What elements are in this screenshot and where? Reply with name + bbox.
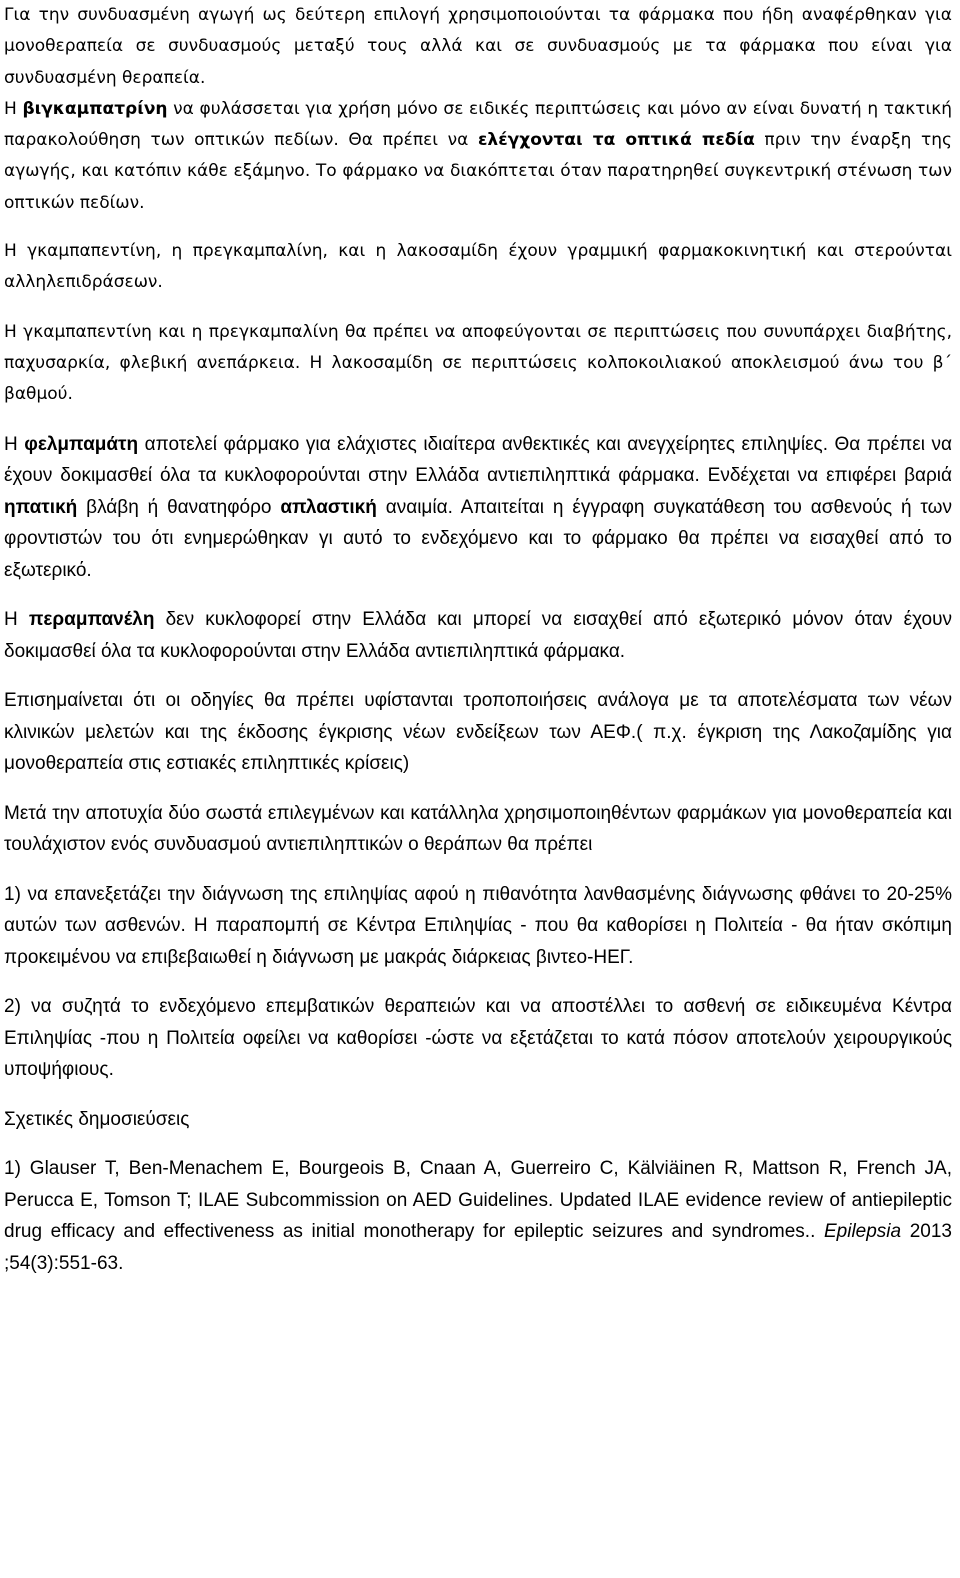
paragraph-item-2-surgical-options [4,991,952,1086]
bold-drug-name: περαμπανέλη [28,609,155,631]
paragraph-text: 1) να επανεξετάζει την διάγνωση της επιληψίας αφού η πιθανότητα λανθασμένης διάγνωσης φθάνει το 20-25% αυτών των ασθενών. Η παραπομπή σε Κέντρα Επιληψίας - που θα καθορίσει η Πολιτεία - θα ήταν σκόπιμη προκειμένου να επιβεβαιωθεί η διάγνωση με μακράς διάρκειας βιντεο-ΗΕΓ. [4,883,952,968]
paragraph-text: Επισημαίνεται ότι οι οδηγίες θα πρέπει υφίστανται τροποποιήσεις ανάλογα με τα αποτελέσματα των νέων κλινικών μελετών και της έκδοσης έγκρισης νέων ενδείξεων των ΑΕΦ.( π.χ. έγκριση της Λακοζαμίδης για μονοθεραπεία στις εστιακές επιληπτικές κρίσεις) [4,690,952,775]
text-run: δεν κυκλοφορεί στην Ελλάδα και μπορεί να εισαχθεί από εξωτερικό μόνον όταν έχουν δοκιμασθεί όλα τα κυκλοφορούνται στην Ελλάδα αντιεπιληπτικά φάρμακα. [4,609,953,662]
paragraph-text: Η γκαμπαπεντίνη και η πρεγκαμπαλίνη θα πρέπει να αποφεύγονται σε περιπτώσεις που συνυπάρχει διαβήτης, παχυσαρκία, φλεβική ανεπάρκεια. Η λακοσαμίδη σε περιπτώσεις κολποκοιλιακού αποκλεισμού άνω του β΄ βαθμού. [4,321,952,405]
text-run: πριν την έναρξη της αγωγής, και κατόπιν κάθε εξάμηνο. Το φάρμακο να διακόπτεται όταν παρατηρηθεί συγκεντρική στένωση των οπτικών πεδίων. [4,130,952,213]
paragraph-gabapentin-cautions [4,317,952,411]
paragraph-guideline-updates [4,685,952,780]
paragraph-gabapentin-pharmacokinetics [4,236,952,299]
bold-word: απλαστική [280,496,377,518]
bold-phrase: ελέγχονται τα οπτικά πεδία [477,130,755,151]
reference-1 [4,1153,952,1279]
paragraph-perampanel [4,604,952,667]
bold-drug-name: φελμπαμάτη [24,433,139,455]
paragraph-text: Μετά την αποτυχία δύο σωστά επιλεγμένων και κατάλληλα χρησιμοποιηθέντων φαρμάκων για μονοθεραπεία και τουλάχιστον ενός συνδυασμού αντιεπιληπτικών ο θεράπων θα πρέπει [4,802,952,856]
related-publications-heading [4,1104,952,1136]
text-run: αποτελεί φάρμακο για ελάχιστες ιδιαίτερα ανθεκτικές και ανεγχείρητες επιληψίες. Θα πρέπει να έχουν δοκιμασθεί όλα τα κυκλοφορούνται στην Ελλάδα αντιεπιληπτικά φάρμακα. Ενδέχεται να επιφέρει βαριά [4,433,952,487]
bold-word: ηπατική [4,496,78,518]
bold-drug-name: βιγκαμπατρίνη [22,98,168,119]
paragraph-after-failure [4,798,952,861]
reference-text: 1) Glauser T, Ben-Menachem E, Bourgeois B, Cnaan A, Guerreiro C, Kälviäinen R, Mattson R, French JA, Perucca E, Tomson T; ILAE Subcommission on AED Guidelines. Updated ILAE evidence review of antiepileptic drug efficacy and effectiveness as initial monotherapy for epileptic seizures and syndromes.. [4,1158,952,1243]
text-run: αναιμία. Απαιτείται η έγγραφη συγκατάθεση του ασθενούς ή των φροντιστών του ότι ενημερώθηκαν γι αυτό το ενδεχόμενο και το φάρμακο θα πρέπει να εισαχθεί από το εξωτερικό. [4,496,952,581]
text-run: Η [4,433,25,455]
text-run: Η [4,98,23,119]
paragraph-felbamate [4,429,952,587]
heading-text: Σχετικές δημοσιεύσεις [4,1108,190,1130]
text-run: Η [4,609,29,631]
document-page [4,0,952,1279]
paragraph-combination-therapy [4,0,952,94]
text-run: να φυλάσσεται για χρήση μόνο σε ειδικές περιπτώσεις και μόνο αν είναι δυνατή η τακτική παρακολούθηση των οπτικών πεδίων. Θα πρέπει να [4,98,953,151]
paragraph-text: Η γκαμπαπεντίνη, η πρεγκαμπαλίνη, και η λακοσαμίδη έχουν γραμμική φαρμακοκινητική και στερούνται αλληλεπιδράσεων. [4,241,952,293]
reference-citation-tail: 2013 ;54(3):551-63. [4,1221,952,1274]
paragraph-text: 2) να συζητά το ενδεχόμενο επεμβατικών θεραπειών και να αποστέλλει το ασθενή σε ειδικευμένα Κέντρα Επιληψίας -που η Πολιτεία οφείλει να καθορίσει -ώστε να εξετάζεται το κατά πόσον αποτελούν χειρουργικούς υποψήφιους. [4,996,952,1081]
paragraph-item-1-reassess-diagnosis [4,879,952,974]
text-run: βλάβη ή θανατηφόρο [77,496,281,518]
paragraph-vigabatrin [4,94,952,219]
journal-name: Epilepsia [823,1221,902,1243]
paragraph-text: Για την συνδυασμένη αγωγή ως δεύτερη επιλογή χρησιμοποιούνται τα φάρμακα που ήδη αναφέρθηκαν για μονοθεραπεία σε συνδυασμούς μεταξύ τους αλλά και σε συνδυασμούς με τα φάρμακα που είναι για συνδυασμένη θεραπεία. [4,5,952,88]
